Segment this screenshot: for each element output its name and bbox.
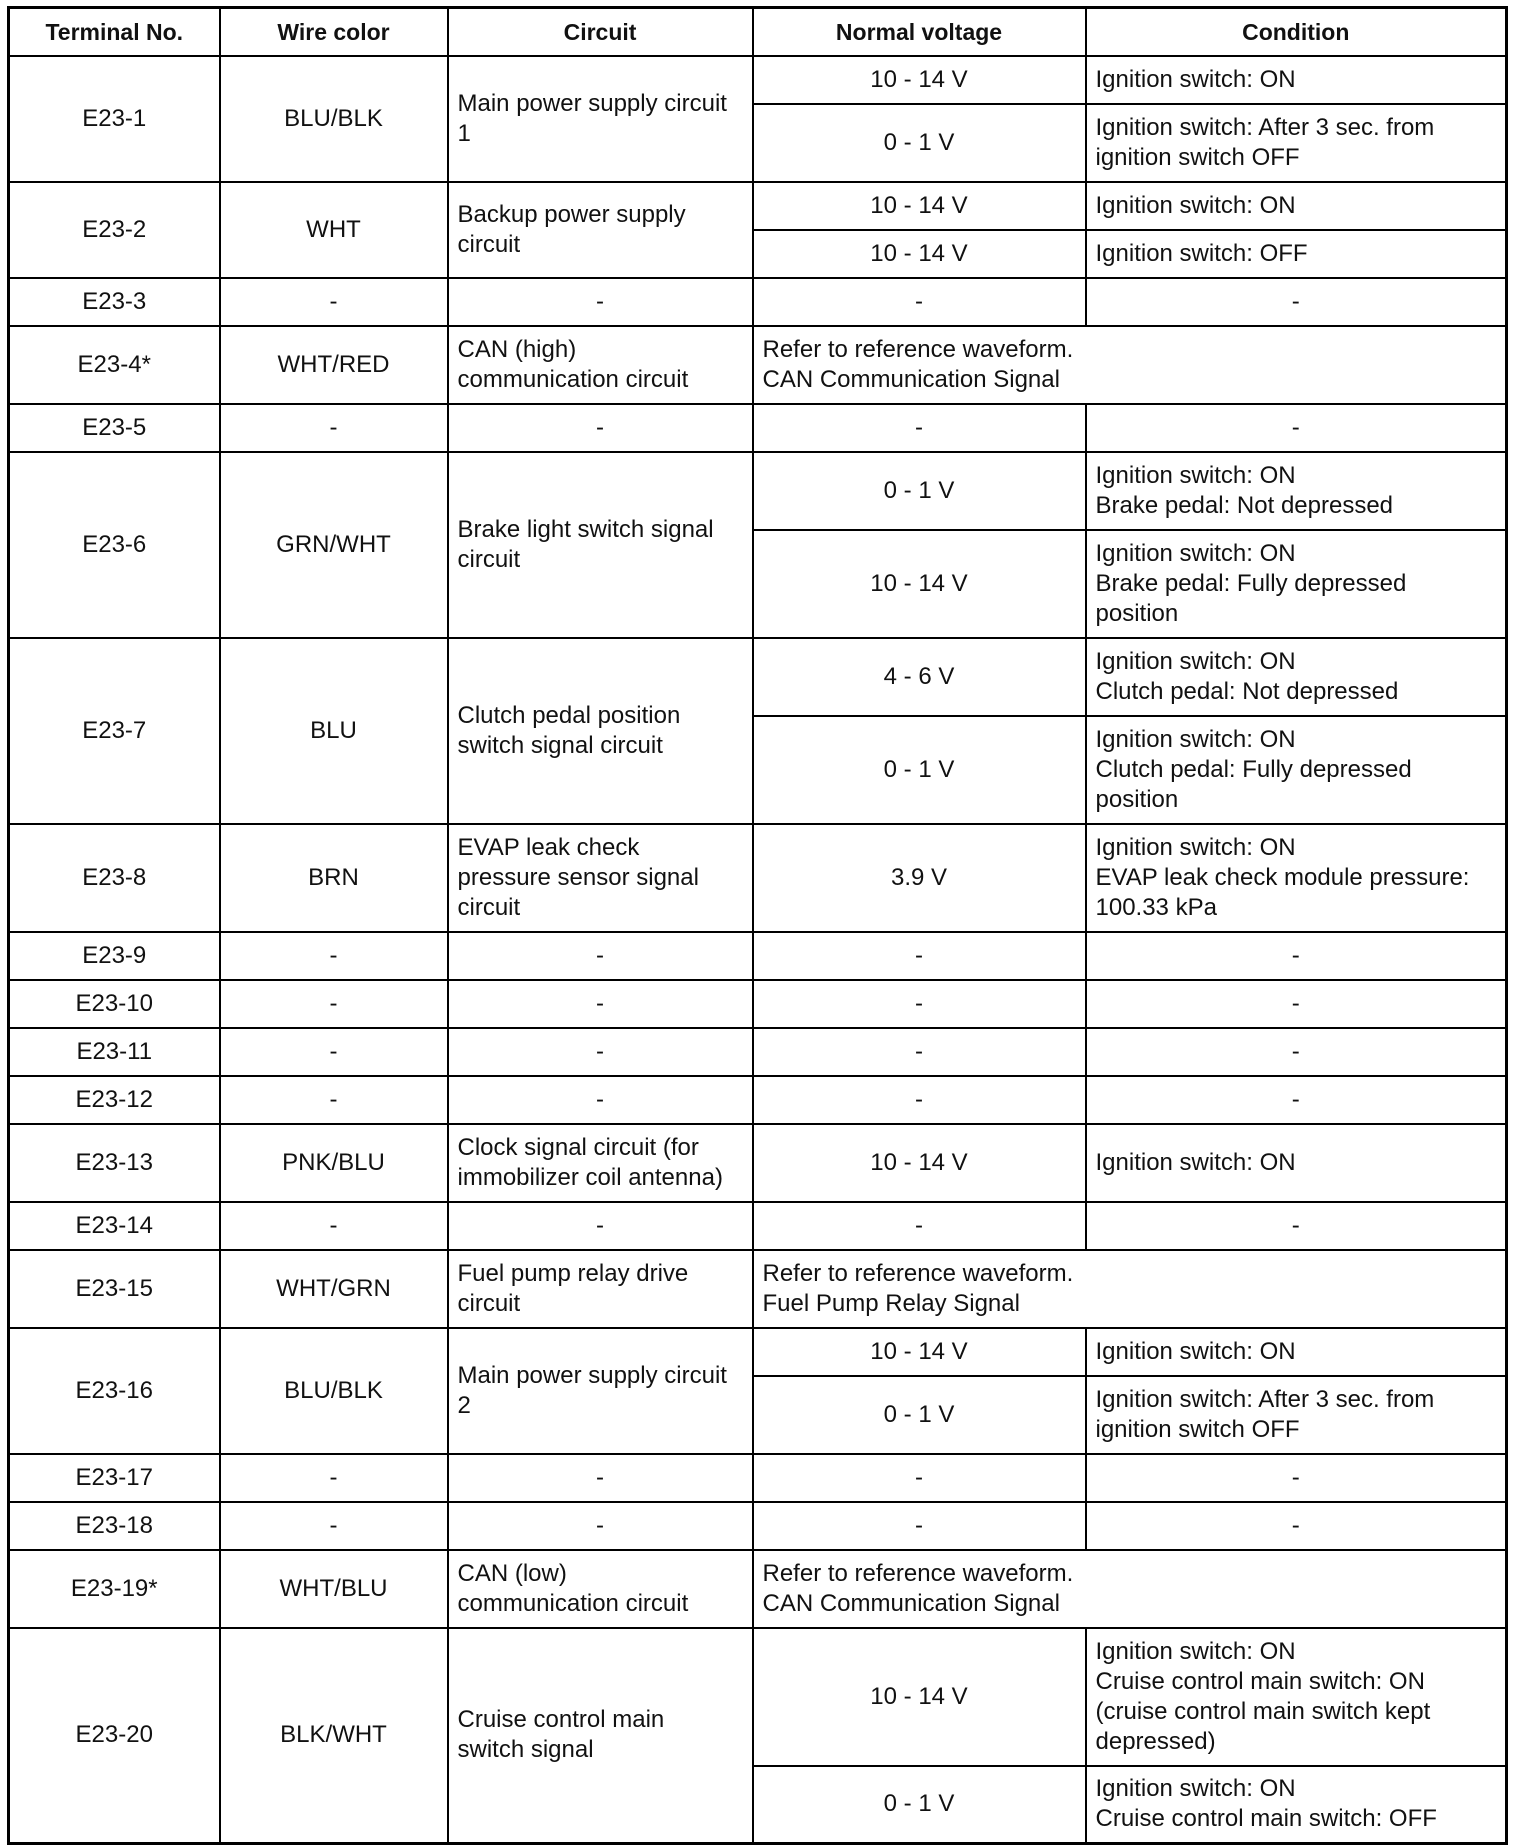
circuit-cell-line: circuit	[457, 893, 521, 921]
table-row	[9, 932, 1507, 980]
circuit-cell	[448, 452, 753, 638]
terminal-cell: E23-4*	[9, 326, 220, 404]
condition-cell-line: Ignition switch: ON	[1095, 1148, 1296, 1176]
header-condition: Condition	[1086, 8, 1507, 56]
condition-cell-line: Ignition switch: After 3 sec. from	[1095, 113, 1435, 141]
voltage-cell: -	[753, 404, 1086, 452]
wire-color-cell: PNK/BLU	[220, 1124, 448, 1202]
voltage-cell: -	[753, 278, 1086, 326]
voltage-cell: -	[753, 1076, 1086, 1124]
condition-cell-line: Clutch pedal: Fully depressed	[1095, 755, 1412, 783]
wire-color-cell: WHT	[220, 182, 448, 278]
terminal-cell: E23-18	[9, 1502, 220, 1550]
circuit-cell	[448, 1250, 753, 1328]
circuit-cell	[448, 1124, 753, 1202]
table-row	[9, 1076, 1507, 1124]
circuit-cell	[448, 980, 753, 1028]
condition-cell-line: Ignition switch: After 3 sec. from	[1095, 1385, 1435, 1413]
circuit-cell-line: communication circuit	[457, 365, 689, 393]
condition-cell-line: position	[1095, 599, 1179, 627]
circuit-cell	[448, 1028, 753, 1076]
voltage-cell: 10 - 14 V	[753, 1328, 1086, 1376]
voltage-cell: 0 - 1 V	[753, 104, 1086, 182]
voltage-cell: 0 - 1 V	[753, 716, 1086, 824]
voltage-cell: -	[753, 1502, 1086, 1550]
circuit-cell-line: CAN (high)	[457, 335, 577, 363]
wire-color-cell: -	[220, 278, 448, 326]
voltage-cell: 3.9 V	[753, 824, 1086, 932]
condition-cell-line: -	[1291, 941, 1300, 969]
terminal-cell: E23-6	[9, 452, 220, 638]
wire-color-cell: -	[220, 1502, 448, 1550]
condition-cell-line: -	[1291, 287, 1300, 315]
voltage-cell: 0 - 1 V	[753, 1376, 1086, 1454]
wire-color-cell: -	[220, 404, 448, 452]
circuit-cell	[448, 326, 753, 404]
terminal-cell: E23-8	[9, 824, 220, 932]
condition-cell-line: -	[1291, 1085, 1300, 1113]
wire-color-cell: BLU/BLK	[220, 56, 448, 182]
voltage-cell: 10 - 14 V	[753, 530, 1086, 638]
condition-cell	[1086, 1328, 1507, 1376]
table-row	[9, 1202, 1507, 1250]
condition-cell-line: (cruise control main switch kept	[1095, 1697, 1431, 1725]
condition-cell-line: Ignition switch: ON	[1095, 1775, 1296, 1803]
circuit-cell-line: 2	[457, 1391, 471, 1419]
wire-color-cell: WHT/GRN	[220, 1250, 448, 1328]
terminal-table	[7, 6, 1508, 1845]
wire-color-cell: GRN/WHT	[220, 452, 448, 638]
wire-color-cell: -	[220, 980, 448, 1028]
circuit-cell-line: switch signal circuit	[457, 731, 663, 759]
condition-cell-line: Brake pedal: Fully depressed	[1095, 569, 1407, 597]
condition-cell	[1086, 452, 1507, 530]
wire-color-cell: BRN	[220, 824, 448, 932]
header-circuit: Circuit	[448, 8, 753, 56]
voltage-cell: 10 - 14 V	[753, 1628, 1086, 1766]
condition-cell-line: Ignition switch: ON	[1095, 461, 1296, 489]
condition-cell-line: Ignition switch: ON	[1095, 65, 1296, 93]
condition-cell-line: depressed)	[1095, 1727, 1216, 1755]
terminal-cell: E23-16	[9, 1328, 220, 1454]
condition-cell	[1086, 932, 1507, 980]
voltage-cell: 4 - 6 V	[753, 638, 1086, 716]
condition-cell-line: -	[1291, 1463, 1300, 1491]
terminal-cell: E23-9	[9, 932, 220, 980]
condition-cell-line: Clutch pedal: Not depressed	[1095, 677, 1399, 705]
condition-cell	[1086, 716, 1507, 824]
voltage-cell: -	[753, 980, 1086, 1028]
condition-cell-line: Ignition switch: ON	[1095, 725, 1296, 753]
table-row	[9, 638, 1507, 716]
table-row	[9, 1502, 1507, 1550]
reference-waveform-cell-line: Refer to reference waveform.	[762, 335, 1074, 363]
table-row	[9, 1250, 1507, 1328]
circuit-cell	[448, 824, 753, 932]
condition-cell	[1086, 182, 1507, 230]
voltage-cell: 10 - 14 V	[753, 1124, 1086, 1202]
circuit-cell-line: circuit	[457, 1289, 521, 1317]
condition-cell	[1086, 278, 1507, 326]
terminal-cell: E23-3	[9, 278, 220, 326]
voltage-cell: -	[753, 932, 1086, 980]
circuit-cell-line: -	[596, 1037, 604, 1065]
circuit-cell	[448, 638, 753, 824]
header-wire-color: Wire color	[220, 8, 448, 56]
condition-cell-line: Ignition switch: ON	[1095, 647, 1296, 675]
terminal-cell: E23-17	[9, 1454, 220, 1502]
table-row	[9, 404, 1507, 452]
circuit-cell-line: communication circuit	[457, 1589, 689, 1617]
condition-cell	[1086, 404, 1507, 452]
condition-cell-line: Brake pedal: Not depressed	[1095, 491, 1394, 519]
reference-waveform-cell-line: CAN Communication Signal	[762, 365, 1060, 393]
condition-cell-line: Cruise control main switch: ON	[1095, 1667, 1425, 1695]
condition-cell-line: EVAP leak check module pressure:	[1095, 863, 1470, 891]
condition-cell	[1086, 56, 1507, 104]
condition-cell	[1086, 1766, 1507, 1844]
circuit-cell	[448, 1076, 753, 1124]
circuit-cell-line: -	[596, 989, 604, 1017]
condition-cell	[1086, 104, 1507, 182]
condition-cell	[1086, 1628, 1507, 1766]
terminal-cell: E23-1	[9, 56, 220, 182]
condition-cell-line: -	[1291, 1211, 1300, 1239]
condition-cell-line: 100.33 kPa	[1095, 893, 1217, 921]
wire-color-cell: -	[220, 932, 448, 980]
table-row	[9, 326, 1507, 404]
terminal-cell: E23-10	[9, 980, 220, 1028]
condition-cell	[1086, 824, 1507, 932]
table-row	[9, 824, 1507, 932]
condition-cell	[1086, 230, 1507, 278]
terminal-cell: E23-19*	[9, 1550, 220, 1628]
terminal-cell: E23-12	[9, 1076, 220, 1124]
condition-cell-line: -	[1291, 413, 1300, 441]
terminal-cell: E23-11	[9, 1028, 220, 1076]
voltage-cell: -	[753, 1454, 1086, 1502]
condition-cell-line: Cruise control main switch: OFF	[1095, 1805, 1437, 1833]
circuit-cell	[448, 1502, 753, 1550]
wire-color-cell: -	[220, 1454, 448, 1502]
table-row	[9, 980, 1507, 1028]
table-row	[9, 1550, 1507, 1628]
circuit-cell	[448, 1628, 753, 1844]
wire-color-cell: BLU	[220, 638, 448, 824]
voltage-cell: 10 - 14 V	[753, 230, 1086, 278]
reference-waveform-cell-line: Refer to reference waveform.	[762, 1559, 1074, 1587]
table-row	[9, 56, 1507, 104]
condition-cell-line: -	[1291, 1511, 1300, 1539]
circuit-cell-line: pressure sensor signal	[457, 863, 699, 891]
terminal-cell: E23-2	[9, 182, 220, 278]
circuit-cell-line: circuit	[457, 545, 521, 573]
circuit-cell	[448, 278, 753, 326]
header-terminal-no: Terminal No.	[9, 8, 220, 56]
condition-cell	[1086, 1124, 1507, 1202]
circuit-cell-line: immobilizer coil antenna)	[457, 1163, 723, 1191]
table-row	[9, 1028, 1507, 1076]
condition-cell-line: Ignition switch: OFF	[1095, 239, 1308, 267]
table-row	[9, 452, 1507, 530]
circuit-cell-line: -	[596, 413, 604, 441]
terminal-cell: E23-5	[9, 404, 220, 452]
condition-cell	[1086, 1454, 1507, 1502]
circuit-cell-line: CAN (low)	[457, 1559, 567, 1587]
circuit-cell-line: -	[596, 1211, 604, 1239]
wire-color-cell: -	[220, 1202, 448, 1250]
condition-cell-line: Ignition switch: ON	[1095, 191, 1296, 219]
condition-cell-line: ignition switch OFF	[1095, 143, 1300, 171]
condition-cell	[1086, 1076, 1507, 1124]
table-row	[9, 278, 1507, 326]
wire-color-cell: WHT/BLU	[220, 1550, 448, 1628]
condition-cell	[1086, 638, 1507, 716]
circuit-cell-line: -	[596, 287, 604, 315]
voltage-cell: -	[753, 1028, 1086, 1076]
condition-cell	[1086, 530, 1507, 638]
condition-cell	[1086, 1502, 1507, 1550]
circuit-cell	[448, 1454, 753, 1502]
circuit-cell-line: Clock signal circuit (for	[457, 1133, 699, 1161]
circuit-cell-line: switch signal	[457, 1736, 594, 1764]
condition-cell-line: Ignition switch: ON	[1095, 833, 1296, 861]
voltage-cell: 10 - 14 V	[753, 182, 1086, 230]
terminal-cell: E23-14	[9, 1202, 220, 1250]
voltage-cell: 0 - 1 V	[753, 452, 1086, 530]
table-row	[9, 1454, 1507, 1502]
circuit-cell-line: 1	[457, 119, 471, 147]
wire-color-cell: -	[220, 1028, 448, 1076]
terminal-cell: E23-15	[9, 1250, 220, 1328]
voltage-cell: -	[753, 1202, 1086, 1250]
reference-waveform-cell	[753, 1250, 1507, 1328]
circuit-cell-line: -	[596, 941, 604, 969]
reference-waveform-cell-line: Refer to reference waveform.	[762, 1259, 1074, 1287]
voltage-cell: 0 - 1 V	[753, 1766, 1086, 1844]
condition-cell	[1086, 980, 1507, 1028]
condition-cell-line: -	[1291, 1037, 1300, 1065]
circuit-cell	[448, 56, 753, 182]
reference-waveform-cell	[753, 326, 1507, 404]
voltage-cell: 10 - 14 V	[753, 56, 1086, 104]
table-body	[9, 56, 1507, 1844]
condition-cell-line: Ignition switch: ON	[1095, 1337, 1296, 1365]
terminal-cell: E23-20	[9, 1628, 220, 1844]
condition-cell	[1086, 1202, 1507, 1250]
circuit-cell	[448, 182, 753, 278]
circuit-cell-line: -	[596, 1085, 604, 1113]
wire-color-cell: -	[220, 1076, 448, 1124]
reference-waveform-cell-line: CAN Communication Signal	[762, 1589, 1060, 1617]
circuit-cell-line: Cruise control main	[457, 1706, 665, 1734]
condition-cell-line: Ignition switch: ON	[1095, 1637, 1296, 1665]
table-row	[9, 182, 1507, 230]
header-normal-voltage: Normal voltage	[753, 8, 1086, 56]
circuit-cell-line: circuit	[457, 230, 521, 258]
condition-cell-line: Ignition switch: ON	[1095, 539, 1296, 567]
wire-color-cell: BLK/WHT	[220, 1628, 448, 1844]
condition-cell	[1086, 1028, 1507, 1076]
circuit-cell-line: Main power supply circuit	[457, 1361, 727, 1389]
reference-waveform-cell-line: Fuel Pump Relay Signal	[762, 1289, 1020, 1317]
circuit-cell	[448, 404, 753, 452]
circuit-cell-line: EVAP leak check	[457, 833, 640, 861]
condition-cell-line: position	[1095, 785, 1179, 813]
circuit-cell	[448, 1328, 753, 1454]
header-row	[9, 8, 1507, 56]
table-row	[9, 1628, 1507, 1766]
table-row	[9, 1328, 1507, 1376]
table-row	[9, 1124, 1507, 1202]
circuit-cell-line: Brake light switch signal	[457, 515, 714, 543]
circuit-cell	[448, 932, 753, 980]
terminal-cell: E23-7	[9, 638, 220, 824]
condition-cell-line: -	[1291, 989, 1300, 1017]
wire-color-cell: WHT/RED	[220, 326, 448, 404]
circuit-cell-line: -	[596, 1463, 604, 1491]
condition-cell	[1086, 1376, 1507, 1454]
circuit-cell-line: Main power supply circuit	[457, 89, 727, 117]
circuit-cell-line: -	[596, 1511, 604, 1539]
circuit-cell-line: Fuel pump relay drive	[457, 1259, 689, 1287]
condition-cell-line: ignition switch OFF	[1095, 1415, 1300, 1443]
circuit-cell-line: Clutch pedal position	[457, 701, 681, 729]
reference-waveform-cell	[753, 1550, 1507, 1628]
terminal-cell: E23-13	[9, 1124, 220, 1202]
circuit-cell-line: Backup power supply	[457, 200, 686, 228]
circuit-cell	[448, 1202, 753, 1250]
wire-color-cell: BLU/BLK	[220, 1328, 448, 1454]
circuit-cell	[448, 1550, 753, 1628]
